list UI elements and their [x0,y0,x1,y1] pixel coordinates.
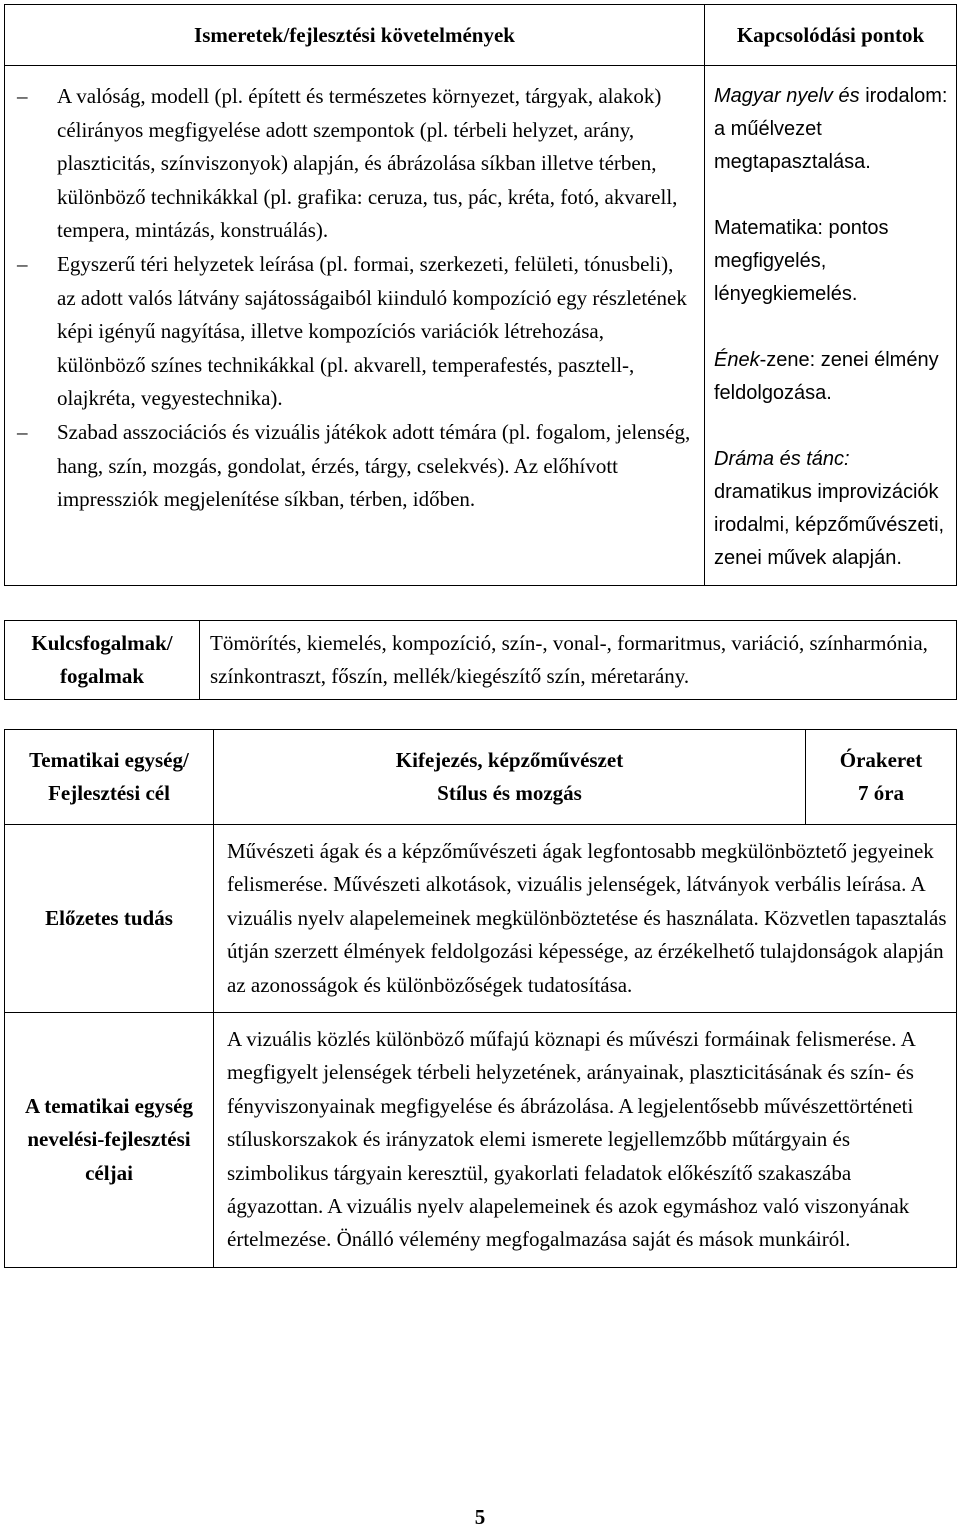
connections-cell [705,66,957,586]
requirement-item: – Szabad asszociációs és vizuális játékok adott témára (pl. fogalom, jelenség, hang, szín, mozgás, gondolat, érzés, tárgy, cselekvés). Az előhívott impressziók megjelenítése síkban, térben, időben. [17,416,692,517]
hours-cell: Órakeret 7 óra [806,730,957,825]
requirement-item: – Egyszerű téri helyzetek leírása (pl. formai, szerkezeti, felületi, tónusbeli), az adott valós látvány sajátosságaiból kiinduló kompozíció egy részletének képi igényű nagyítása, illetve kompozíciós variációk létrehozása, különböző színes technikákkal (pl. akvarell, temperafestés, pasztell-, olajkréta, vegyestechnika). [17,248,692,416]
connection-drama: Dráma és tánc: dramatikus improvizációk irodalmi, képzőművészeti, zenei művek alapján. [714,448,945,569]
requirement-item: – A valóság, modell (pl. épített és természetes környezet, tárgyak, alakok) célirányos megfigyelése adott szempontok (pl. térbeli helyzet, arány, plaszticitás, színviszonyok) alapján, és ábrázolása síkban illetve térben, különböző technikákkal (pl. grafika: ceruza, tus, pác, kréta, fotó, akvarell, tempera, mintázás, konstruálás). [17,80,692,248]
connection-music: Ének-zene: zenei élmény feldolgozása. [714,349,939,404]
prior-knowledge-text: Művészeti ágak és a képzőművészeti ágak legfontosabb megkülönböztető jegyeinek felismerése. Művészeti alkotások, vizuális jelenségek, látványok verbális leírása. A vizuális nyelv alapelemeinek megkülönböztetése és használata. Közvetlen tapasztalás útján szerzett élmények feldolgozási képessége, az érzékelhető tulajdonságok alapján az azonosságok és különbözőségek tudatosítása. [214,825,957,1013]
goals-label: A tematikai egység nevelési-fejlesztési céljai [5,1013,214,1268]
header-connections: Kapcsolódási pontok [705,5,957,66]
unit-table [4,729,957,1268]
key-concepts-text: Tömörítés, kiemelés, kompozíció, szín-, vonal-, formaritmus, variáció, színharmónia, színkontraszt, főszín, mellék/kiegészítő szín, méretarány. [200,621,957,700]
dash-bullet-icon: – [17,251,28,276]
requirements-cell [5,66,705,586]
connection-literature: Magyar nyelv és irodalom: a műélvezet megtapasztalása. [714,85,948,173]
dash-bullet-icon: – [17,419,28,444]
key-concepts-label: Kulcsfogalmak/ fogalmak [5,621,200,700]
header-requirements: Ismeretek/fejlesztési követelmények [5,5,705,66]
key-concepts-table [4,620,957,700]
unit-label: Tematikai egység/ Fejlesztési cél [5,730,214,825]
page-number: 5 [474,1505,486,1529]
dash-bullet-icon: – [17,84,28,108]
unit-title: Kifejezés, képzőművészet Stílus és mozgás [214,730,806,825]
connection-math: Matematika: pontos megfigyelés, lényegkiemelés. [714,217,889,305]
prior-knowledge-label: Előzetes tudás [5,825,214,1013]
goals-text: A vizuális közlés különböző műfajú köznapi és művészi formáinak felismerése. A megfigyelt jelenségek térbeli helyzetének, arányainak, plaszticitásának és szín- és fényviszonyainak megfigyelése és ábrázolása. A legjelentősebb művészettörténeti stíluskorszakok és irányzatok elemi ismerete legjellemzőbb műtárgyain és szimbolikus tárgyain keresztül, gyakorlati feladatok előkészítő szakaszába ágyazottan. A vizuális nyelv alapelemeinek és azok egymáshoz való viszonyának értelmezése. Önálló vélemény megfogalmazása saját és mások munkáiról. [214,1013,957,1268]
requirements-table [4,4,957,586]
